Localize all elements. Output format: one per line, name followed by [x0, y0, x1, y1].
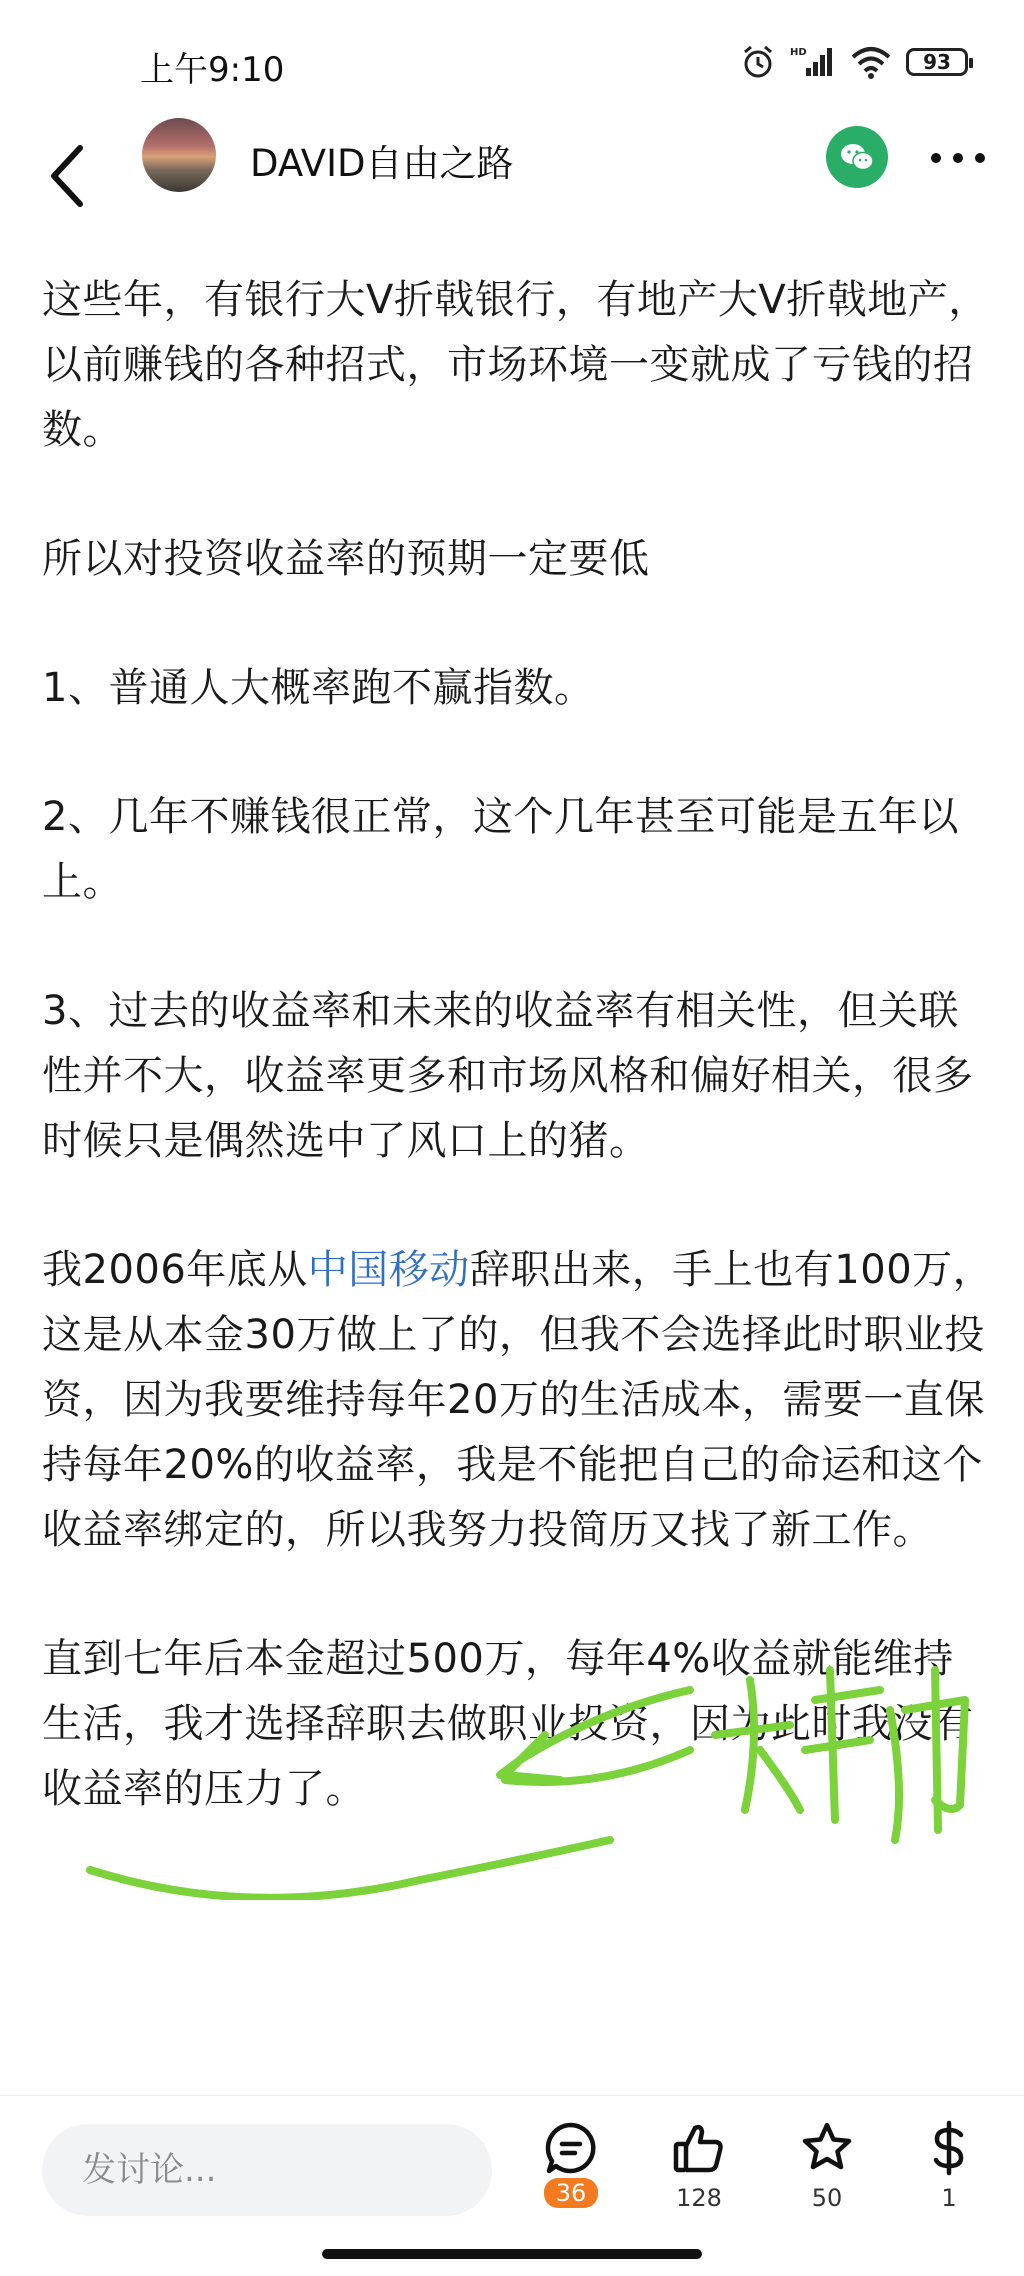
article-body — [42, 268, 994, 1886]
dollar-icon — [921, 2120, 977, 2176]
comments-count: 36 — [544, 2178, 599, 2208]
like-button[interactable] — [654, 2120, 744, 2212]
paragraph — [42, 1238, 994, 1563]
back-button[interactable] — [38, 138, 98, 214]
signal-icon — [790, 44, 836, 80]
likes-count: 128 — [676, 2184, 722, 2212]
more-options-button[interactable] — [926, 140, 990, 176]
tips-count: 1 — [941, 2184, 957, 2212]
star-icon — [799, 2120, 855, 2176]
status-time: 上午9:10 — [140, 50, 285, 90]
status-bar — [0, 0, 1024, 120]
stock-link[interactable]: 中国移动 — [307, 1247, 470, 1293]
alarm-icon — [740, 44, 776, 80]
author-name[interactable]: DAVID自由之路 — [250, 142, 514, 185]
status-icons — [740, 44, 968, 80]
paragraph-text: 辞职出来，手上也有100万，这是从本金30万做上了的，但我不会选择此时职业投资，因为我要维持每年20万的生活成本，需要一直保持每年20%的收益率，我是不能把自己的命运和这个收益率绑定的，所以我努力投简历又找了新工作。 — [42, 1247, 994, 1553]
comment-icon — [543, 2120, 599, 2176]
paragraph: 所以对投资收益率的预期一定要低 — [42, 536, 650, 582]
comments-button[interactable] — [526, 2120, 616, 2208]
more-dots-icon — [926, 140, 990, 176]
tip-button[interactable] — [904, 2120, 994, 2212]
paragraph: 2、几年不赚钱很正常，这个几年甚至可能是五年以上。 — [42, 794, 959, 905]
wifi-icon — [850, 45, 892, 79]
favorites-count: 50 — [811, 2184, 843, 2212]
paragraph: 1、普通人大概率跑不赢指数。 — [42, 665, 595, 711]
paragraph-text: 我2006年底从 — [42, 1247, 308, 1293]
thumbs-up-icon — [671, 2120, 727, 2176]
wechat-share-button[interactable] — [826, 126, 888, 188]
comment-input[interactable] — [42, 2124, 492, 2216]
battery-indicator: 93 — [906, 48, 968, 76]
favorite-button[interactable] — [782, 2120, 872, 2212]
home-indicator[interactable] — [322, 2249, 702, 2259]
back-arrow-icon — [38, 138, 98, 214]
paragraph: 3、过去的收益率和未来的收益率有相关性，但关联性并不大，收益率更多和市场风格和偏好相关，很多时候只是偶然选中了风口上的猪。 — [42, 988, 974, 1164]
paragraph: 直到七年后本金超过500万，每年4%收益就能维持生活，我才选择辞职去做职业投资，因为此时我没有收益率的压力了。 — [42, 1636, 974, 1812]
svg-text:HD: HD — [790, 47, 807, 58]
paragraph: 这些年，有银行大V折戟银行，有地产大V折戟地产，以前赚钱的各种招式，市场环境一变就成了亏钱的招数。 — [42, 277, 989, 453]
author-avatar[interactable] — [142, 118, 216, 192]
wechat-icon — [826, 126, 888, 188]
